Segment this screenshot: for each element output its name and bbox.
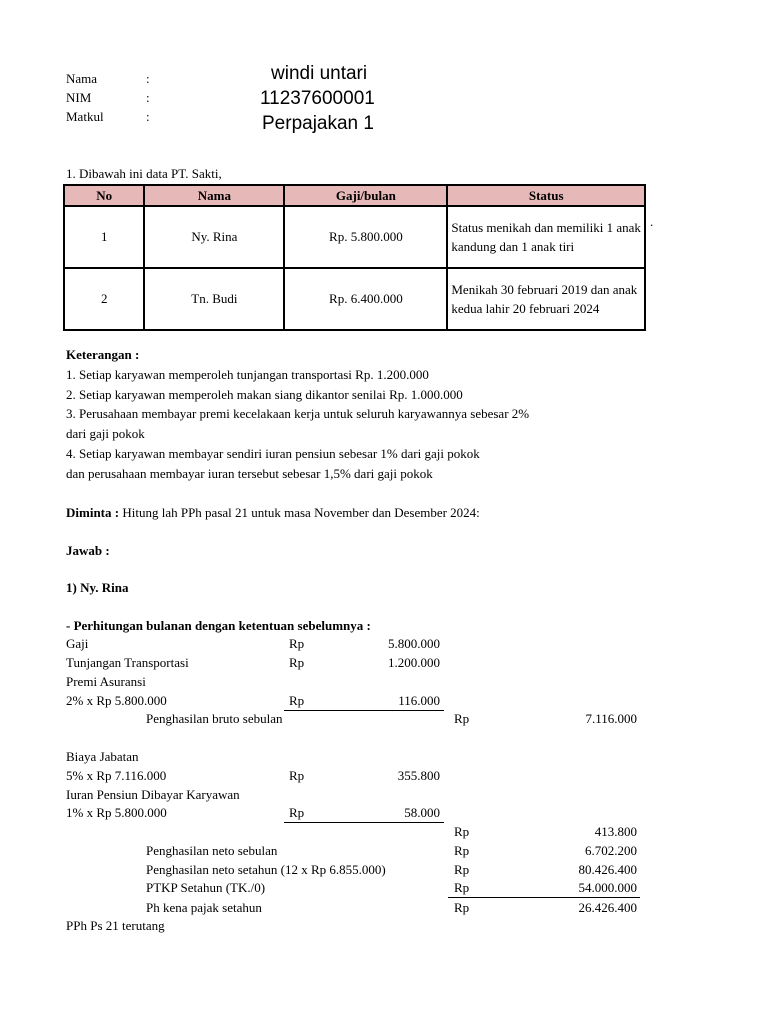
calc-currency: Rp	[454, 711, 470, 726]
calc-amount: 413.800	[594, 824, 637, 839]
cell-nama: Tn. Budi	[144, 268, 284, 330]
nim-label: NIM	[66, 90, 92, 105]
calc-currency: Rp	[454, 900, 470, 915]
calc-currency: Rp	[289, 636, 305, 651]
keterangan-line: dan perusahaan membayar iuran tersebut sebesar 1,5% dari gaji pokok	[66, 466, 433, 481]
student-name: windi untari	[271, 63, 368, 84]
calc-amount: 355.800	[397, 768, 440, 783]
nim-colon: :	[146, 90, 150, 105]
calc-label: Penghasilan neto setahun (12 x Rp 6.855.000)	[146, 862, 386, 877]
table-row	[64, 268, 645, 330]
calc-label: PTKP Setahun (TK./0)	[146, 880, 266, 895]
diminta-line	[66, 505, 480, 521]
calc-currency: Rp	[289, 655, 305, 670]
header-gaji: Gaji/bulan	[284, 185, 447, 206]
cell-gaji: Rp. 6.400.000	[284, 268, 447, 330]
diminta-label: Diminta :	[66, 505, 120, 520]
calc-label: Biaya Jabatan	[66, 749, 139, 764]
cell-nama: Ny. Rina	[144, 206, 284, 268]
student-nim: 11237600001	[260, 88, 375, 109]
calc-amount: 54.000.000	[578, 880, 637, 895]
calc-currency: Rp	[454, 843, 470, 858]
sum-underline	[284, 822, 444, 823]
header-status: Status	[447, 185, 645, 206]
nama-colon: :	[146, 71, 150, 86]
calc-amount: 7.116.000	[585, 711, 637, 726]
calc-currency: Rp	[289, 805, 305, 820]
calc-amount: 6.702.200	[585, 843, 637, 858]
calc-currency: Rp	[454, 824, 470, 839]
sum-underline	[284, 710, 444, 711]
subject-name: 1) Ny. Rina	[66, 580, 129, 595]
keterangan-line: 3. Perusahaan membayar premi kecelakaan kerja untuk seluruh karyawannya sebesar 2%	[66, 406, 530, 421]
keterangan-line: 4. Setiap karyawan membayar sendiri iuran pensiun sebesar 1% dari gaji pokok	[66, 446, 480, 461]
diminta-text: Hitung lah PPh pasal 21 untuk masa November dan Desember 2024:	[119, 505, 480, 520]
calc-amount: 116.000	[398, 693, 440, 708]
calc-label: Gaji	[66, 636, 89, 651]
calc-amount: 26.426.400	[578, 900, 637, 915]
calc-currency: Rp	[454, 880, 470, 895]
calc-amount: 80.426.400	[578, 862, 637, 877]
calc-label: 2% x Rp 5.800.000	[66, 693, 167, 708]
keterangan-line: 2. Setiap karyawan memperoleh makan siang dikantor senilai Rp. 1.000.000	[66, 387, 463, 402]
cell-status: Status menikah dan memiliki 1 anak kandung dan 1 anak tiri	[447, 206, 645, 268]
cell-status: Menikah 30 februari 2019 dan anak kedua lahir 20 februari 2024	[447, 268, 645, 330]
calc-amount: 58.000	[404, 805, 440, 820]
calc-label: Penghasilan bruto sebulan	[146, 711, 283, 726]
course-name: Perpajakan 1	[262, 113, 374, 134]
nama-label: Nama	[66, 71, 98, 86]
matkul-colon: :	[146, 109, 150, 124]
calc-label: Tunjangan Transportasi	[66, 655, 189, 670]
employee-table	[63, 184, 646, 331]
sum-underline	[448, 897, 640, 898]
calc-label: Iuran Pensiun Dibayar Karyawan	[66, 787, 240, 802]
keterangan-line: 1. Setiap karyawan memperoleh tunjangan transportasi Rp. 1.200.000	[66, 367, 429, 382]
header-no: No	[64, 185, 144, 206]
side-mark: .	[650, 214, 654, 229]
calc-label: Penghasilan neto sebulan	[146, 843, 278, 858]
calc-label: Ph kena pajak setahun	[146, 900, 262, 915]
cell-gaji: Rp. 5.800.000	[284, 206, 447, 268]
cell-no: 1	[64, 206, 144, 268]
cell-no: 2	[64, 268, 144, 330]
calc-currency: Rp	[289, 768, 305, 783]
question-intro: 1. Dibawah ini data PT. Sakti,	[66, 166, 222, 181]
table-header-row	[64, 185, 645, 206]
section-title: - Perhitungan bulanan dengan ketentuan sebelumnya :	[66, 618, 371, 633]
keterangan-line: dari gaji pokok	[66, 426, 145, 441]
calc-label: Premi Asuransi	[66, 674, 146, 689]
calc-currency: Rp	[454, 862, 470, 877]
calc-amount: 1.200.000	[388, 655, 440, 670]
calc-label: 5% x Rp 7.116.000	[66, 768, 167, 783]
calc-amount: 5.800.000	[388, 636, 440, 651]
header-nama: Nama	[144, 185, 284, 206]
matkul-label: Matkul	[66, 109, 104, 124]
jawab-label: Jawab :	[66, 543, 110, 558]
calc-label: PPh Ps 21 terutang	[66, 918, 165, 933]
calc-currency: Rp	[289, 693, 305, 708]
calc-label: 1% x Rp 5.800.000	[66, 805, 167, 820]
table-row	[64, 206, 645, 268]
keterangan-title: Keterangan :	[66, 347, 140, 362]
